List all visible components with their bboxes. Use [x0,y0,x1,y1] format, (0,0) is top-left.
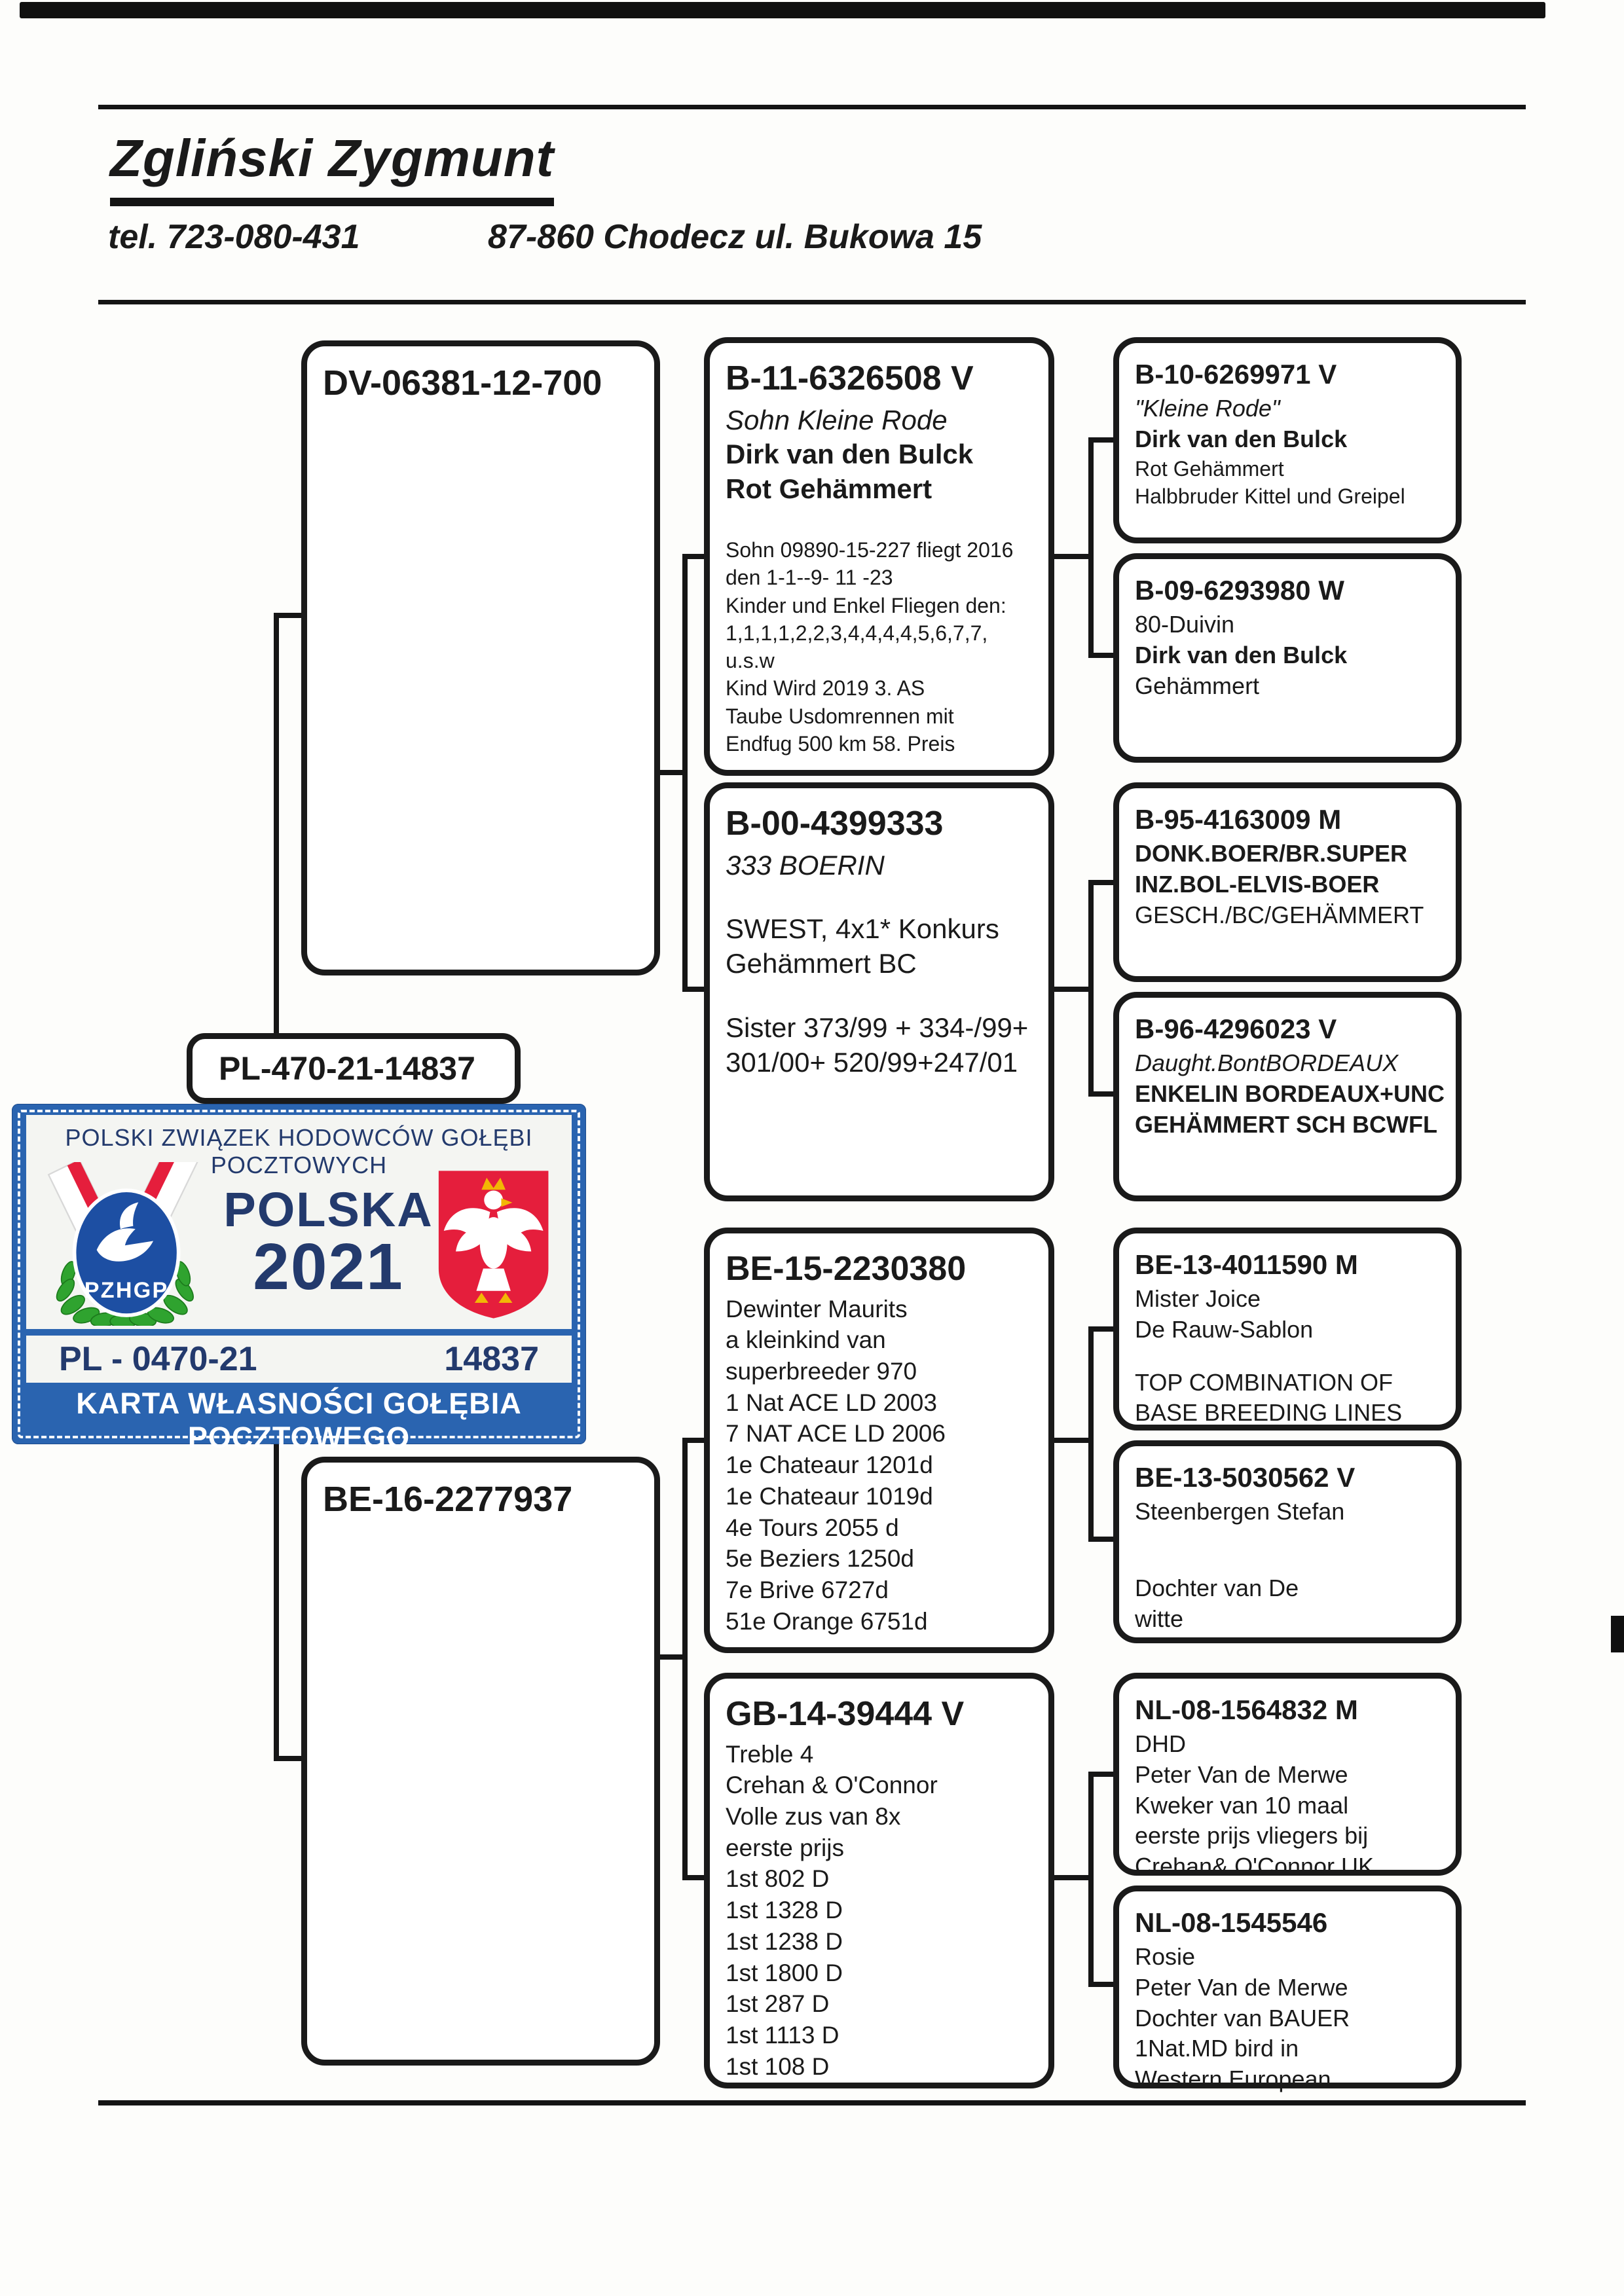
connector-ds-vertical [1088,1326,1094,1542]
note-line: 1st 108 D [726,2052,830,2080]
card-ring-strip [26,1336,572,1383]
note-line: 1e Chateaur 1201d [726,1451,933,1479]
note-line: Sister 373/99 + 334-/99+ [726,1012,1029,1044]
ring-number: BE-16-2277937 [323,1480,573,1519]
connector-to-ss-dam [1088,653,1115,658]
card-country: POLSKA [223,1182,434,1237]
pigeon-name: DHD [1135,1730,1186,1757]
scan-edge-artifact-top [20,2,1545,18]
card-year: 2021 [253,1230,404,1303]
ring-number: BE-13-4011590 M [1135,1249,1358,1280]
breeder-phone: tel. 723-080-431 [108,218,360,256]
pedigree-box-dd-sire [1113,1673,1462,1880]
note-line: 1st 287 D [726,1990,830,2018]
note-line: 1st 1113 D [726,2021,840,2049]
federation-name: POLSKI ZWIĄZEK HODOWCÓW GOŁĘBI POCZTOWYCH [65,1124,533,1178]
ownership-card [12,1104,586,1454]
card-title: KARTA WŁASNOŚCI GOŁĘBIA POCZTOWEGO [76,1387,522,1454]
note-line: GEHÄMMERT SCH BCWFL [1135,1110,1437,1138]
pedigree-box-ds-dam [1113,1440,1462,1643]
note-line: 1st 1328 D [726,1897,843,1924]
note-line: 4e Tours 2055 d [726,1514,899,1541]
note-line: Endfug 500 km 58. Preis [726,731,955,756]
note-line: Kinder und Enkel Fliegen den: [726,593,1006,617]
note-line: superbreeder 970 [726,1357,917,1385]
connector-to-sd-dam [1088,1091,1115,1097]
pigeon-name: Daught.BontBORDEAUX [1135,1049,1399,1076]
note-line: INZ.BOL-ELVIS-BOER [1135,870,1380,898]
pedigree-box-ds-sire [1113,1228,1462,1430]
connector-to-dd-sire [1088,1772,1115,1777]
connector-to-ds-dam [1088,1537,1115,1542]
connector-ss-vertical [1088,437,1094,658]
pigeon-breeder: Steenbergen Stefan [1135,1497,1345,1525]
pedigree-box-ss-sire [1113,337,1462,543]
note-line: Dochter van De [1135,1574,1299,1601]
pigeon-breeder: Peter Van de Merwe [1135,1760,1348,1788]
note-line: 51e Orange 6751d [726,1607,928,1635]
pedigree-box-sire [301,340,660,975]
ring-number: NL-08-1564832 M [1135,1694,1358,1725]
pigeon-breeder: De Rauw-Sablon [1135,1315,1314,1343]
note-line: Kind Wird 2019 3. AS [726,676,925,701]
note-line: Dochter van BAUER [1135,2004,1350,2032]
note-line: 301/00+ 520/99+247/01 [726,1047,1018,1078]
polish-eagle-icon [434,1162,553,1327]
card-country-year [223,1182,434,1303]
note-line: 1 Nat ACE LD 2003 [726,1389,937,1416]
breeder-name: Zgliński Zygmunt [110,128,554,206]
note-line: 1st 802 D [726,1865,830,1893]
note-line: Volle zus van 8x [726,1802,901,1830]
connector-to-ds-sire [1088,1326,1115,1332]
note-line: Sohn 09890-15-227 fliegt 2016 [726,538,1014,562]
note-line: 1e Chateaur 1019d [726,1482,933,1510]
ring-number: B-95-4163009 M [1135,804,1342,835]
pedigree-box-sire-sire [704,337,1054,776]
note-line: witte [1135,1605,1184,1632]
breeder-address: 87-860 Chodecz ul. Bukowa 15 [488,218,982,256]
note-line: Dewinter Maurits [726,1295,908,1322]
connector-to-ss-sire [1088,437,1115,443]
connector-to-dd-dam [1088,1982,1115,1987]
ring-number: B-96-4296023 V [1135,1013,1337,1044]
header-bottom-rule [98,300,1526,304]
note-line: Gehämmert BC [726,948,917,979]
note-line: GESCH./BC/GEHÄMMERT [1135,901,1424,928]
note-line: Taube Usdomrennen mit [726,704,954,728]
note-line: Rot Gehämmert [1135,456,1284,481]
connector-dd-stub [1053,1875,1090,1880]
note-line: ENKELIN BORDEAUX+UNC [1135,1080,1445,1107]
pedigree-box-dam-dam [704,1673,1054,2088]
ring-number: DV-06381-12-700 [323,363,602,403]
pigeon-breeder: Peter Van de Merwe [1135,1973,1348,2001]
note-line: Western European [1135,2066,1331,2093]
pigeon-name: Rosie [1135,1942,1196,1970]
note-line: SWEST, 4x1* Konkurs [726,913,999,945]
card-ring-number: 14837 [444,1340,539,1378]
note-line: 7 NAT ACE LD 2006 [726,1420,946,1448]
pigeon-breeder: Dirk van den Bulck [1135,425,1348,452]
note-line: Gehämmert [1135,672,1260,699]
connector-dam-stub [657,1654,684,1660]
pedigree-box-sd-sire [1113,782,1462,982]
connector-to-sire [274,613,304,618]
pedigree-box-dd-dam [1113,1886,1462,2093]
pedigree-box-sd-dam [1113,992,1462,1201]
subject-ring-number: PL-470-21-14837 [219,1050,475,1087]
emblem-text: PZHGP [84,1277,169,1303]
pigeon-name: Sohn Kleine Rode [726,404,948,435]
note-line: 5e Beziers 1250d [726,1545,914,1573]
note-line: Crehan & O'Connor [726,1772,938,1799]
pedigree-box-sire-dam [704,782,1054,1201]
pigeon-breeder: Dirk van den Bulck [1135,641,1348,668]
note-line: eerste prijs [726,1834,844,1861]
note-line: DONK.BOER/BR.SUPER [1135,839,1408,867]
pigeon-breeder: Dirk van den Bulck [726,439,974,470]
pigeon-name: 333 BOERIN [726,849,885,881]
footer-rule [98,2100,1526,2105]
ring-number: B-00-4399333 [726,805,944,843]
note-line: 1Nat.MD bird in [1135,2035,1299,2062]
header-top-rule [98,105,1526,109]
pedigree-box-dam [301,1457,660,2066]
note-line: eerste prijs vliegers bij [1135,1822,1369,1850]
note-line: TOP COMBINATION OF [1135,1368,1393,1396]
note-line: BASE BREEDING LINES [1135,1399,1403,1427]
connector-to-sd-sire [1088,880,1115,885]
ring-number: B-09-6293980 W [1135,575,1344,606]
scan-edge-artifact-right [1611,1616,1624,1652]
connector-ds-stub [1053,1438,1090,1443]
pedigree-box-ss-dam [1113,553,1462,763]
connector-ss-stub [1053,554,1090,559]
note-line: a kleinkind van [726,1326,886,1354]
pedigree-box-dam-sire [704,1228,1054,1653]
note-line: 1st 1800 D [726,1959,843,1986]
note-line: Halbbruder Kittel und Greipel [1135,484,1405,508]
ring-number: B-11-6326508 V [726,359,974,397]
connector-sire-stub [657,770,684,775]
note-line: 7e Brive 6727d [726,1576,889,1603]
connector-to-dam [274,1756,304,1761]
note-line: 1st 1238 D [726,1927,843,1955]
note-line: Kweker van 10 maal [1135,1791,1349,1819]
pigeon-color: Rot Gehämmert [726,473,932,505]
note-line: u.s.w [726,649,775,673]
pzhgp-emblem [35,1162,223,1326]
card-upper-panel [26,1115,572,1329]
ring-number: B-10-6269971 V [1135,359,1337,390]
pigeon-name: "Kleine Rode" [1135,394,1280,422]
connector-sd-stub [1053,987,1090,992]
pigeon-name: Mister Joice [1135,1285,1261,1312]
pedigree-box-subject [187,1033,521,1104]
ring-number: GB-14-39444 V [726,1695,965,1733]
card-ring-series: PL - 0470-21 [59,1340,257,1378]
ring-number: NL-08-1545546 [1135,1907,1328,1938]
note-line: Crehan& O'Connor UK [1135,1853,1375,1880]
note-line: den 1-1--9- 11 -23 [726,566,893,590]
pigeon-name: 80-Duivin [1135,610,1235,638]
note-line: 1,1,1,1,2,2,3,4,4,4,4,5,6,7,7, [726,621,988,645]
note-line: Treble 4 [726,1740,814,1768]
ring-number: BE-15-2230380 [726,1250,967,1288]
ring-number: BE-13-5030562 V [1135,1462,1356,1493]
